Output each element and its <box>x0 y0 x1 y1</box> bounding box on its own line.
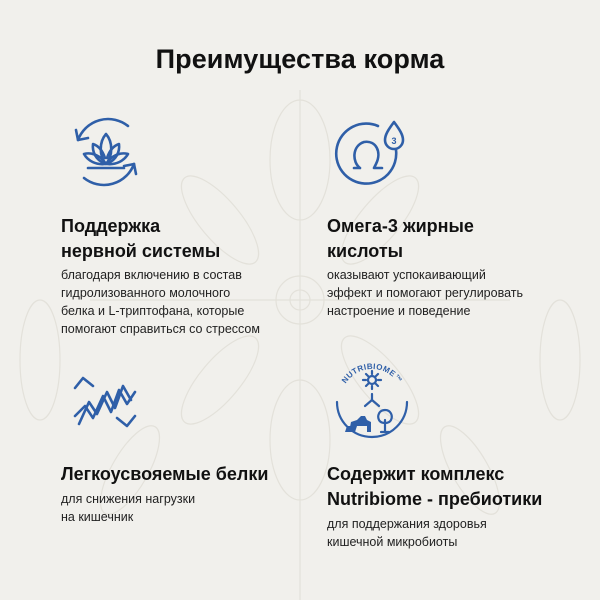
lotus-cycle-icon <box>66 112 146 192</box>
feature-title-line1: Содержит комплекс <box>327 464 505 484</box>
feature-description <box>61 490 195 526</box>
omega-3-drop-icon <box>330 112 414 192</box>
feature-desc-line: для поддержания здоровья <box>327 517 487 531</box>
feature-desc-line: эффект и помогают регулировать <box>327 286 523 300</box>
feature-title-line1: Омега-3 жирные <box>327 216 474 236</box>
feature-desc-line: для снижения нагрузки <box>61 492 196 506</box>
feature-title <box>327 214 474 264</box>
feature-title-line2: Nutribiome - пребиотики <box>327 489 543 509</box>
svg-text:3: 3 <box>391 136 397 146</box>
feature-description <box>61 266 260 338</box>
feature-title-line1: Легкоусвояемые белки <box>61 464 269 484</box>
nutribiome-logo-icon <box>327 350 417 446</box>
feature-title <box>61 214 220 264</box>
nutribiome-logo-text: NUTRIBIOME™ <box>339 361 405 385</box>
protein-chain-icon <box>69 366 141 438</box>
feature-description <box>327 266 523 320</box>
feature-desc-line: благодаря включению в состав <box>61 268 242 282</box>
feature-title <box>327 462 542 512</box>
feature-desc-line: оказывают успокаивающий <box>327 268 486 282</box>
feature-desc-line: настроение и поведение <box>327 304 471 318</box>
feature-desc-line: помогают справиться со стрессом <box>61 322 260 336</box>
feature-title-line1: Поддержка <box>61 216 161 236</box>
feature-title <box>61 462 268 487</box>
feature-desc-line: белка и L-триптофана, которые <box>61 304 245 318</box>
feature-title-line2: кислоты <box>327 241 404 261</box>
feature-desc-line: гидролизованного молочного <box>61 286 231 300</box>
feature-title-line2: нервной системы <box>61 241 221 261</box>
feature-description <box>327 515 487 551</box>
page-title: Преимущества корма <box>155 44 445 74</box>
feature-desc-line: на кишечник <box>61 510 134 524</box>
feature-desc-line: кишечной микробиоты <box>327 535 458 549</box>
